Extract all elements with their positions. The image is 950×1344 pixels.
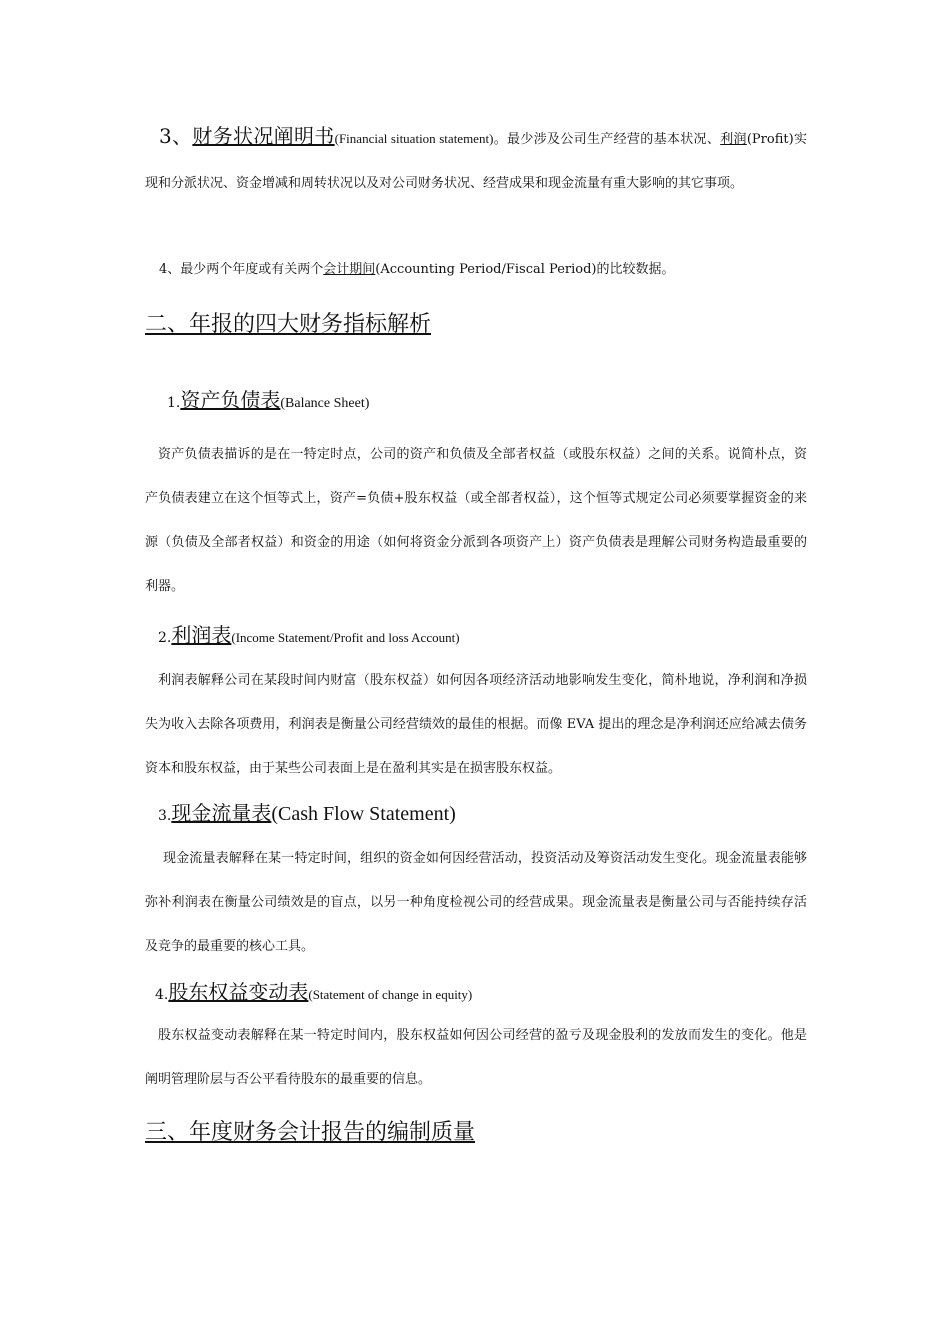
item-4-paragraph xyxy=(145,248,807,292)
item-3-term[interactable]: 财务状况阐明书 xyxy=(192,124,335,148)
item-3-number: 3、 xyxy=(159,124,193,148)
statement-4-number: 4. xyxy=(155,987,169,1003)
item-3-paragraph xyxy=(145,114,807,206)
statement-3-body xyxy=(145,837,807,969)
statement-2-body xyxy=(145,659,807,791)
profit-link[interactable]: 利润 xyxy=(720,132,747,147)
statement-2-number: 2. xyxy=(158,630,172,646)
statement-2-title-zh[interactable]: 利润表 xyxy=(171,623,232,647)
statement-1-title xyxy=(145,384,807,420)
accounting-period-link[interactable]: 会计期间 xyxy=(323,262,376,277)
statement-3-title-en: (Cash Flow Statement) xyxy=(271,803,456,825)
statement-3-title xyxy=(145,797,807,832)
statement-1-title-en: (Balance Sheet) xyxy=(280,396,370,411)
item-3-text-b: (Profit)实现和分派状况、资金增减和周转状况以及对公司财务状况、经营成果和现金流量有重大影响的其它事项。 xyxy=(145,132,807,191)
item-3-term-en: (Financial situation statement) xyxy=(334,131,494,146)
statement-4-body xyxy=(145,1014,807,1102)
statement-2-title-en: (Income Statement/Profit and loss Account) xyxy=(231,630,460,645)
statement-4-body-text: 股东权益变动表解释在某一特定时间内，股东权益如何因公司经营的盈亏及现金股利的发放而发生的变化。他是阐明管理阶层与否公平看待股东的最重要的信息。 xyxy=(145,1028,807,1087)
item-4-text-b: (Accounting Period/Fiscal Period)的比较数据。 xyxy=(375,262,675,277)
statement-4-title-en: (Statement of change in equity) xyxy=(308,987,473,1002)
section-3-heading: 三、年度财务会计报告的编制质量 xyxy=(145,1120,476,1145)
statement-1-body xyxy=(145,433,807,609)
statement-3-title-zh[interactable]: 现金流量表 xyxy=(171,801,272,825)
statement-2-body-text: 利润表解释公司在某段时间内财富（股东权益）如何因各项经济活动地影响发生变化，简朴地说，净利润和净损失为收入去除各项费用，利润表是衡量公司经营绩效的最佳的根据。而像 EVA 提出的理念是净利润还应给减去债务资本和股东权益，由于某些公司表面上是在盈利其实是在损害股东权益。 xyxy=(145,673,807,776)
statement-1-body-text: 资产负债表描诉的是在一特定时点，公司的资产和负债及全部者权益（或股东权益）之间的关系。说简朴点，资产负债表建立在这个恒等式上，资产=负债+股东权益（或全部者权益），这个恒等式规定公司必须要掌握资金的来源（负债及全部者权益）和资金的用途（如何将资金分派到各项资产上）资产负债表是理解公司财务构造最重要的利器。 xyxy=(145,447,807,594)
statement-3-number: 3. xyxy=(158,808,172,824)
statement-2-title xyxy=(145,620,807,653)
statement-4-title-zh[interactable]: 股东权益变动表 xyxy=(168,980,309,1004)
item-3-text-a: 。最少涉及公司生产经营的基本状况、 xyxy=(493,132,721,147)
item-4-text-a: 4、最少两个年度或有关两个 xyxy=(159,262,324,277)
section-2-heading: 二、年报的四大财务指标解析 xyxy=(145,312,432,337)
statement-1-number: 1. xyxy=(167,395,181,411)
statement-1-title-zh[interactable]: 资产负债表 xyxy=(180,388,281,412)
statement-3-body-text: 现金流量表解释在某一特定时间，组织的资金如何因经营活动，投资活动及筹资活动发生变化。现金流量表能够弥补利润表在衡量公司绩效是的盲点，以另一种角度检视公司的经营成果。现金流量表是衡量公司与否能持续存活及竞争的最重要的核心工具。 xyxy=(145,851,807,954)
statement-4-title xyxy=(145,976,807,1011)
